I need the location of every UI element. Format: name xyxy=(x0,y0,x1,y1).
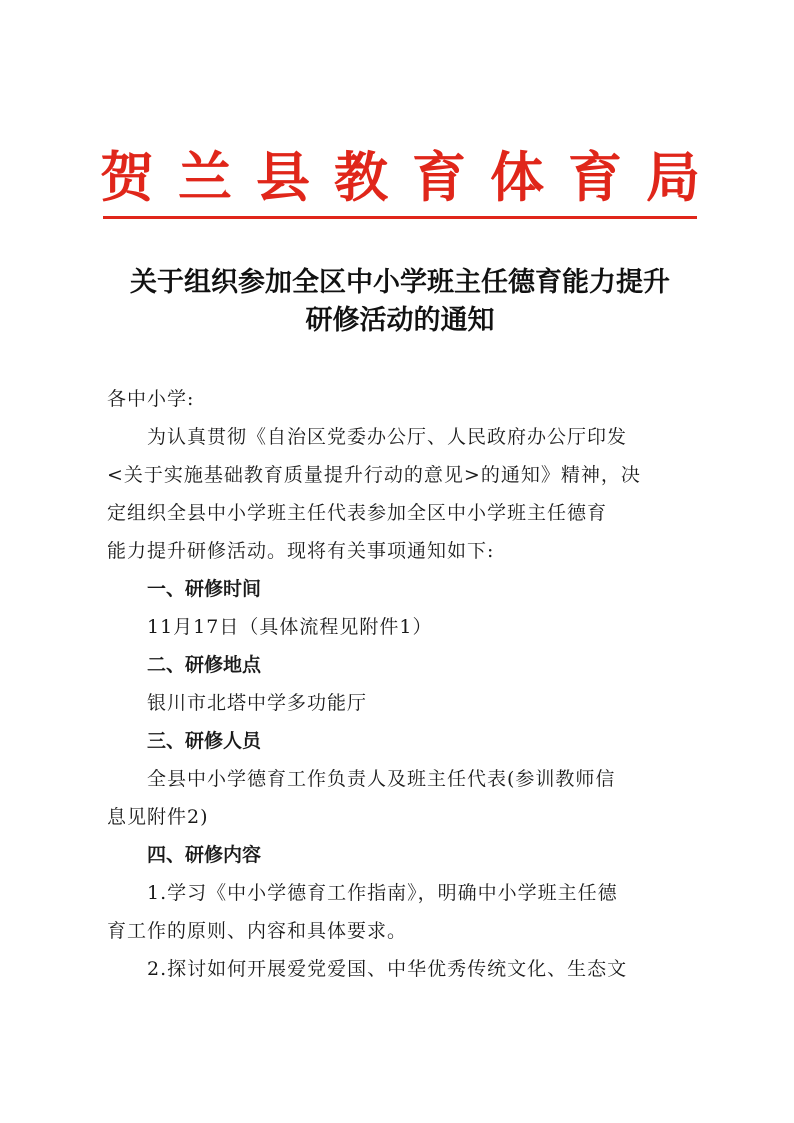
authority-char: 县 xyxy=(256,145,310,209)
intro-line: 定组织全县中小学班主任代表参加全区中小学班主任德育 xyxy=(107,502,608,524)
section-text-participants: 息见附件2) xyxy=(107,806,209,828)
section-heading-location: 二、研修地点 xyxy=(147,654,262,676)
intro-line: 能力提升研修活动。现将有关事项通知如下: xyxy=(107,540,495,562)
section-heading-time: 一、研修时间 xyxy=(147,578,262,600)
section-text-time: 11月17日（具体流程见附件1） xyxy=(147,616,433,638)
authority-char: 体 xyxy=(490,145,544,209)
authority-char: 贺 xyxy=(100,145,154,209)
section-text-location: 银川市北塔中学多功能厅 xyxy=(147,692,368,714)
intro-line: <关于实施基础教育质量提升行动的意见>的通知》精神，决 xyxy=(107,464,641,486)
section-heading-content: 四、研修内容 xyxy=(147,844,262,866)
authority-char: 局 xyxy=(646,145,700,209)
intro-line: 为认真贯彻《自治区党委办公厅、人民政府办公厅印发 xyxy=(147,426,628,448)
content-item-2: 2.探讨如何开展爱党爱国、中华优秀传统文化、生态文 xyxy=(147,958,628,980)
section-heading-participants: 三、研修人员 xyxy=(147,730,262,752)
issuing-authority-title xyxy=(100,142,700,212)
title-line-2: 研修活动的通知 xyxy=(305,305,495,336)
document-title xyxy=(100,264,700,340)
content-item-1: 1.学习《中小学德育工作指南》，明确中小学班主任德 xyxy=(147,882,618,904)
salutation: 各中小学: xyxy=(107,388,195,410)
section-text-participants: 全县中小学德育工作负责人及班主任代表(参训教师信 xyxy=(147,768,616,790)
title-line-1: 关于组织参加全区中小学班主任德育能力提升 xyxy=(130,267,670,298)
authority-char: 教 xyxy=(334,145,388,209)
red-header-rule xyxy=(103,216,697,219)
content-item-1: 育工作的原则、内容和具体要求。 xyxy=(107,920,408,942)
authority-char: 育 xyxy=(412,145,466,209)
authority-char: 兰 xyxy=(178,145,232,209)
authority-char: 育 xyxy=(568,145,622,209)
